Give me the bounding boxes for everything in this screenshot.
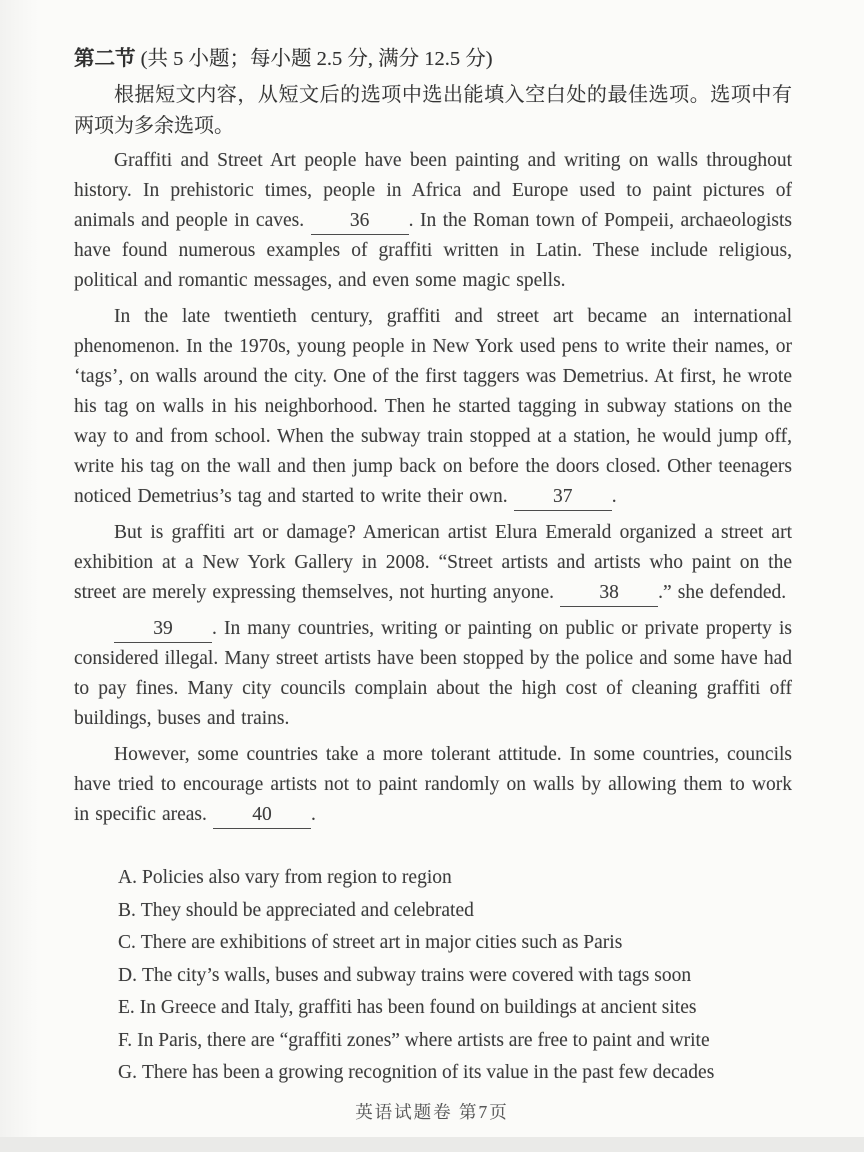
paragraph-text: . In many countries, writing or painting on public or private property is considered illegal. Many street artists have been stopped by the police and some have had to pay fines. Many city councils complain about the high cost of cleaning graffiti off buildings, buses and trains. xyxy=(74,618,792,729)
section-header xyxy=(74,44,792,74)
blank-number: 38 xyxy=(599,582,619,603)
blank-number: 37 xyxy=(552,486,573,507)
page-footer: 英语试题卷 第7页 xyxy=(355,1102,509,1122)
paragraph-text: . xyxy=(310,804,316,825)
paragraph-3 xyxy=(74,518,792,608)
blank-number: 36 xyxy=(349,210,370,231)
section-score-info: (共 5 小题；每小题 2.5 分, 满分 12.5 分) xyxy=(135,48,493,70)
paragraph-text: In the late twentieth century, graffiti and street art became an international phenomenon. In the 1970s, young people in New York used pens to write their names, or ‘tags’, on walls around the city. One of the first taggers was Demetrius. At first, he wrote his tag on walls in his neighborhood. Then he started tagging in subway stations on the way to and from school. When the subway train stopped at a station, he would jump off, write his tag on the wall and then jump back on before the doors closed. Other teenagers noticed Demetrius’s tag and started to write their own. xyxy=(74,306,792,507)
option-d xyxy=(118,960,792,993)
option-b xyxy=(118,895,792,928)
option-text: The city’s walls, buses and subway trains were covered with tags soon xyxy=(141,964,692,986)
option-text: Policies also vary from region to region xyxy=(141,867,452,888)
paragraph-2 xyxy=(74,302,792,512)
option-f xyxy=(118,1025,792,1058)
blank-40 xyxy=(213,804,311,829)
paragraph-4 xyxy=(74,614,792,734)
scan-edge xyxy=(0,1137,864,1152)
option-label: G. xyxy=(118,1062,137,1083)
paragraph-text: Graffiti and Street Art people have been painting and writing on walls throughout history. In prehistoric times, people in Africa and Europe used to paint pictures of animals and people in caves. xyxy=(74,150,792,231)
blank-number: 39 xyxy=(153,618,173,639)
option-text: In Paris, there are “graffiti zones” where artists are free to paint and write xyxy=(137,1029,710,1051)
option-label: A. xyxy=(118,867,137,888)
paragraph-text: However, some countries take a more tolerant attitude. In some countries, councils have tried to encourage artists not to paint randomly on walls by allowing them to work in specific areas. xyxy=(74,744,792,825)
blank-36 xyxy=(311,210,409,235)
option-text: There are exhibitions of street art in major cities such as Paris xyxy=(140,932,623,953)
paragraph-5 xyxy=(74,740,792,830)
paragraph-text: . In the Roman town of Pompeii, archaeologists have found numerous examples of graffiti written in Latin. These include religious, political and romantic messages, and even some magic spells. xyxy=(74,210,792,291)
option-label: F. xyxy=(118,1029,133,1051)
paragraph-text: But is graffiti art or damage? American artist Elura Emerald organized a street art exhibition at a New York Gallery in 2008. “Street artists and artists who paint on the street are merely expressing themselves, not hurting anyone. xyxy=(74,522,792,603)
blank-37 xyxy=(514,486,612,511)
option-c xyxy=(118,927,792,960)
paragraph-text: .” she defended. xyxy=(658,582,787,603)
blank-number: 40 xyxy=(252,804,272,825)
paragraph-1 xyxy=(74,146,792,296)
section-number: 第二节 xyxy=(74,48,136,70)
option-e xyxy=(118,992,792,1025)
option-text: They should be appreciated and celebrated xyxy=(140,899,474,921)
instructions-text: 根据短文内容，从短文后的选项中选出能填入空白处的最佳选项。选项中有两项为多余选项。 xyxy=(74,84,792,137)
option-text: In Greece and Italy, graffiti has been found on buildings at ancient sites xyxy=(139,997,697,1018)
blank-39 xyxy=(114,618,212,643)
option-label: E. xyxy=(118,997,135,1018)
blank-38 xyxy=(560,582,658,607)
paragraph-text: . xyxy=(611,486,617,507)
option-label: B. xyxy=(118,899,136,921)
options-list xyxy=(74,862,792,1090)
option-label: D. xyxy=(118,964,137,986)
option-text: There has been a growing recognition of its value in the past few decades xyxy=(141,1062,715,1083)
page-content xyxy=(74,44,792,1090)
option-a xyxy=(118,862,792,895)
option-g xyxy=(118,1057,792,1090)
option-label: C. xyxy=(118,932,136,953)
